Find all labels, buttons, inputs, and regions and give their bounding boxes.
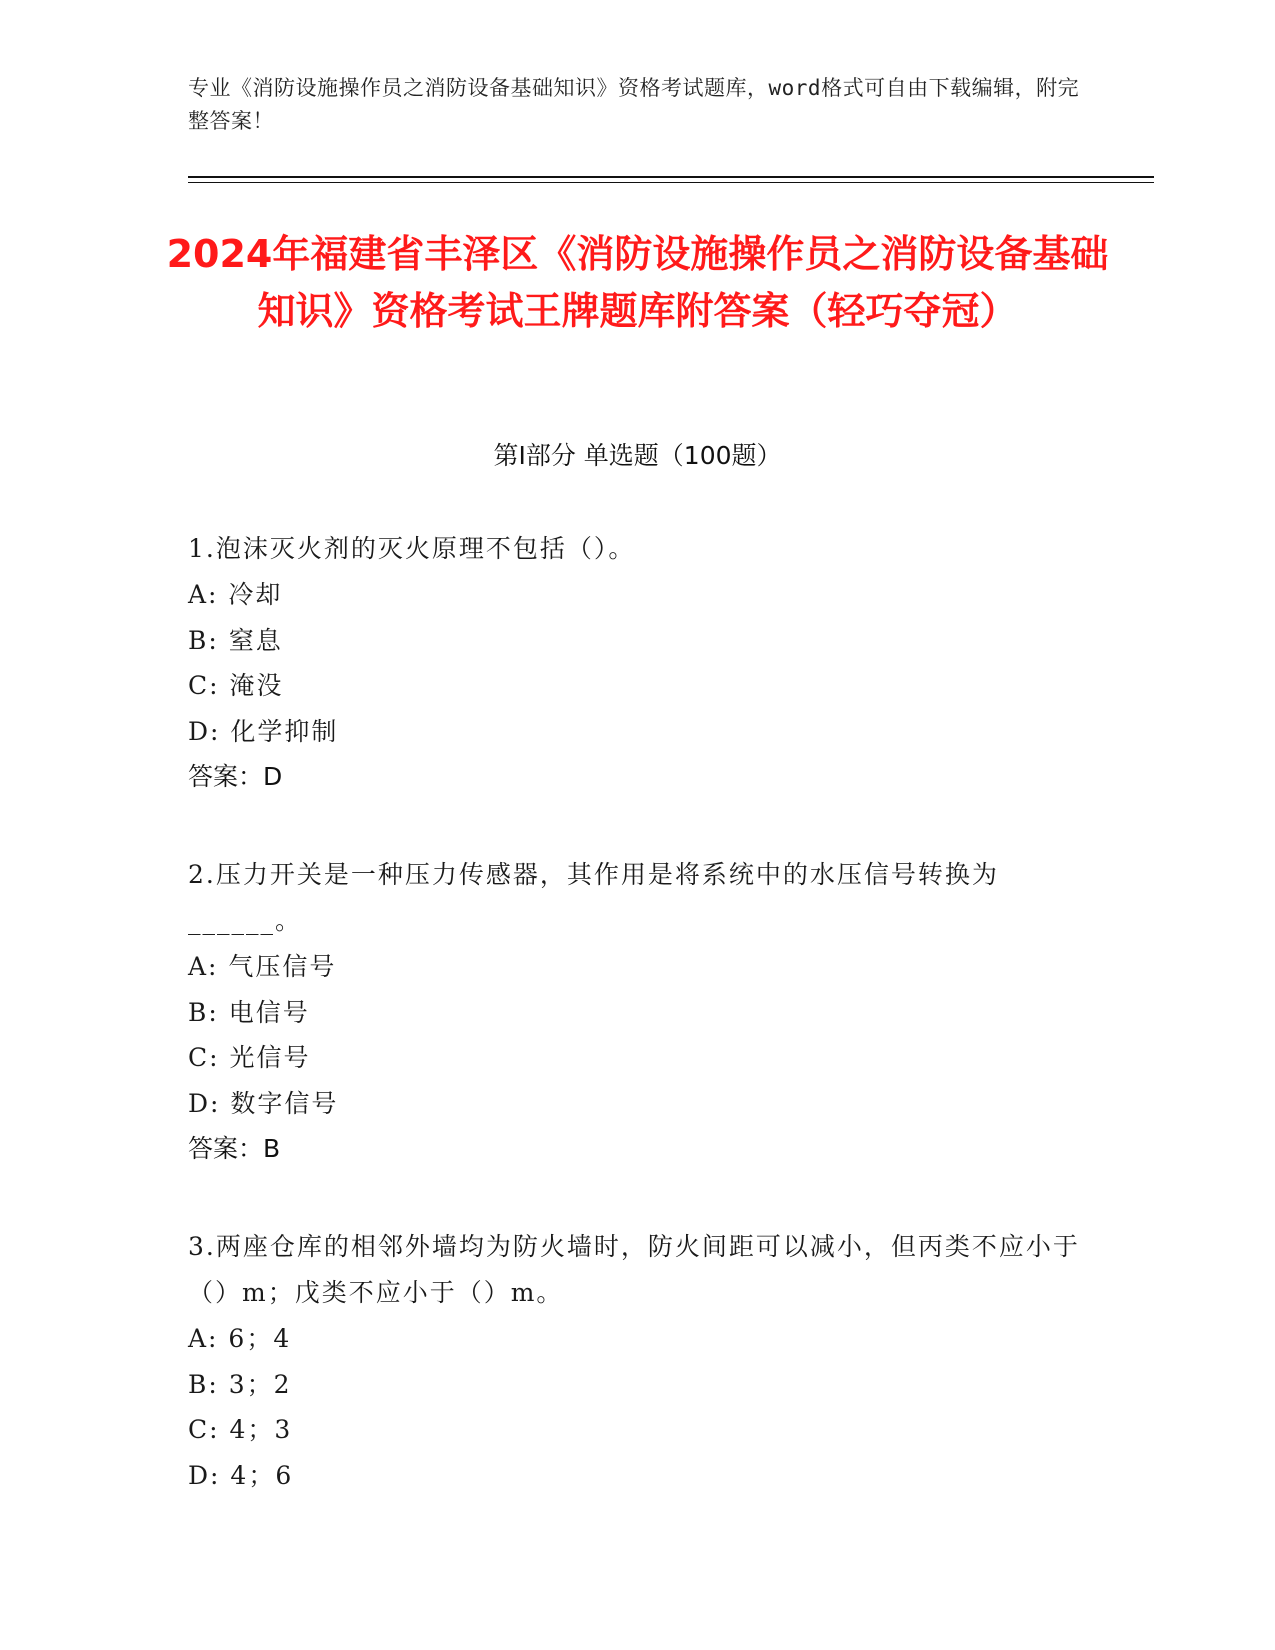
answer-text: 答案：D — [188, 762, 283, 791]
option-b: B: 窒息 — [188, 625, 283, 655]
option-c: C: 4；3 — [188, 1415, 293, 1444]
option-b: B: 电信号 — [188, 997, 310, 1027]
section-title: 第I部分 单选题（100题） — [493, 441, 782, 470]
question-1 — [188, 526, 1088, 800]
question-3 — [188, 1224, 1088, 1498]
option-d: D: 4；6 — [188, 1460, 294, 1490]
question-text: 3.两座仓库的相邻外墙均为防火墙时，防火间距可以减小，但丙类不应小于（）m；戊类不应小于（）m。 — [188, 1232, 1080, 1307]
option-d: D: 数字信号 — [188, 1088, 339, 1118]
option-c: C: 淹没 — [188, 671, 284, 700]
question-list — [188, 526, 1088, 1550]
answer-text: 答案：B — [188, 1134, 281, 1163]
option-b: B: 3；2 — [188, 1369, 292, 1399]
option-a: A: 气压信号 — [188, 952, 337, 981]
question-text: 2.压力开关是一种压力传感器，其作用是将系统中的水压信号转换为______。 — [188, 860, 999, 935]
option-a: A: 6；4 — [188, 1324, 292, 1353]
header-note: 专业《消防设施操作员之消防设备基础知识》资格考试题库，word格式可自由下载编辑，附完整答案！ — [188, 76, 1080, 133]
option-d: D: 化学抑制 — [188, 716, 339, 746]
question-2 — [188, 852, 1088, 1172]
option-c: C: 光信号 — [188, 1043, 311, 1072]
header-rule-thick — [188, 176, 1154, 178]
question-text: 1.泡沫灭火剂的灭火原理不包括（）。 — [188, 534, 636, 563]
header-rule-thin — [188, 182, 1154, 183]
document-title: 2024年福建省丰泽区《消防设施操作员之消防设备基础知识》资格考试王牌题库附答案（轻巧夺冠） — [166, 232, 1109, 333]
option-a: A: 冷却 — [188, 580, 283, 609]
